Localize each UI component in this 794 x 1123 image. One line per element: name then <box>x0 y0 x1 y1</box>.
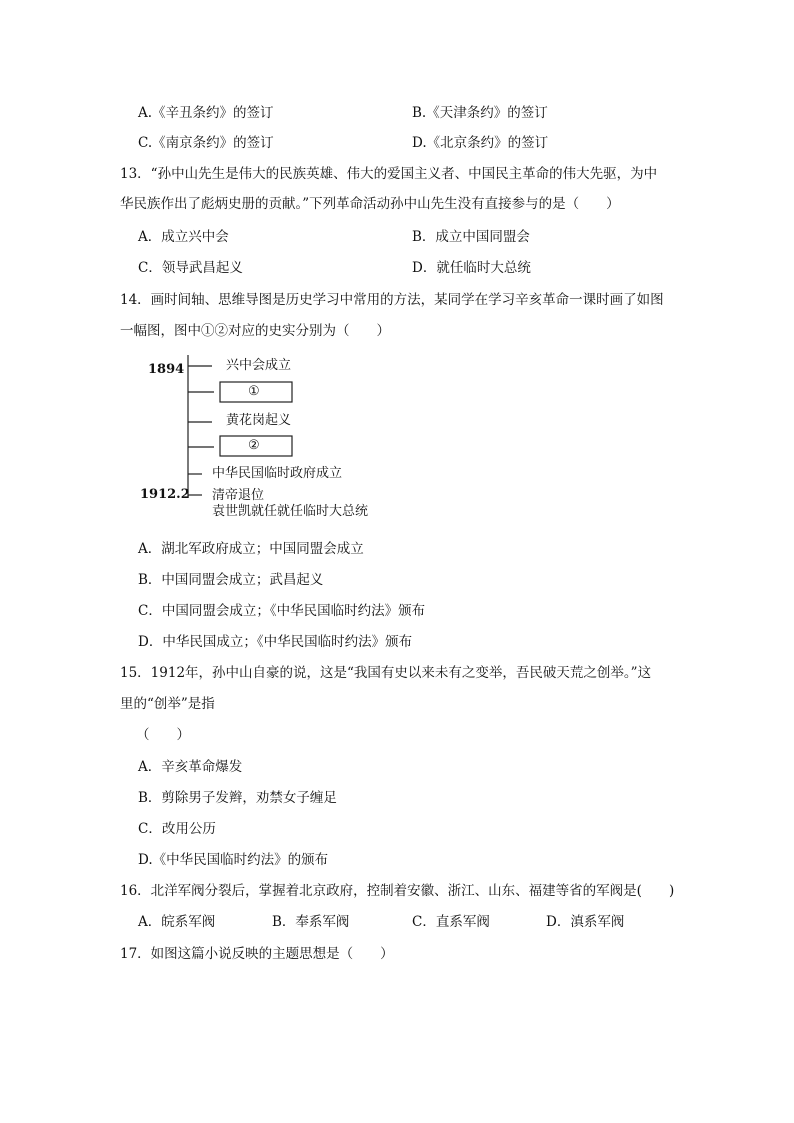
q13-option-d: D．就任临时大总统 <box>412 260 531 276</box>
q13-stem-line2: 华民族作出了彪炳史册的贡献。”下列革命活动孙中山先生没有直接参与的是（ ） <box>120 196 620 212</box>
q13-option-b: B．成立中国同盟会 <box>412 229 530 245</box>
q16-option-b: B．奉系军阀 <box>272 914 350 930</box>
box2-label: ② <box>248 438 260 453</box>
year-end: 1912.2 <box>140 487 190 502</box>
q14-option-b: B．中国同盟会成立；武昌起义 <box>138 572 324 588</box>
q12-option-b: B.《天津条约》的签订 <box>412 105 548 121</box>
q15-option-b: B．剪除男子发辫，劝禁女子缠足 <box>138 790 337 806</box>
q13-option-c: C．领导武昌起义 <box>138 260 243 276</box>
event-provisional-government: 中华民国临时政府成立 <box>212 466 343 481</box>
q14-option-c: C．中国同盟会成立；《中华民国临时约法》颁布 <box>138 603 426 619</box>
q16-option-a: A．皖系军阀 <box>138 914 216 930</box>
year-start: 1894 <box>148 362 185 377</box>
q14-option-d: D．中华民国成立；《中华民国临时约法》颁布 <box>138 634 413 650</box>
q15-stem-line3: （ ） <box>136 727 190 743</box>
q15-option-a: A．辛亥革命爆发 <box>138 759 243 775</box>
q16-stem-line1: 16．北洋军阀分裂后，掌握着北京政府，控制着安徽、浙江、山东、福建等省的军阀是( ) <box>120 883 675 899</box>
q15-stem-line2: 里的“创举”是指 <box>120 696 215 712</box>
q13-option-a: A．成立兴中会 <box>138 229 229 245</box>
q13-stem-line1: 13．“孙中山先生是伟大的民族英雄、伟大的爱国主义者、中国民主革命的伟大先驱，为中 <box>120 166 658 182</box>
q15-stem-line1: 15．1912年，孙中山自豪的说，这是“我国有史以来未有之变举，吾民破天荒之创举。”这 <box>120 665 652 681</box>
timeline-lines <box>140 350 440 530</box>
q12-option-d: D.《北京条约》的签订 <box>412 135 549 151</box>
q17-stem-line1: 17．如图这篇小说反映的主题思想是（ ） <box>120 946 394 962</box>
q16-option-d: D．滇系军阀 <box>546 914 625 930</box>
event-qing-abdication: 清帝退位 <box>212 488 265 503</box>
event-xingzhonghui: 兴中会成立 <box>226 358 292 373</box>
box1-label: ① <box>248 384 260 399</box>
q16-option-c: C．直系军阀 <box>412 914 490 930</box>
q14-stem-line2: 一幅图，图中①②对应的史实分别为（ ） <box>120 323 390 339</box>
q14-option-a: A．湖北军政府成立；中国同盟会成立 <box>138 541 364 557</box>
timeline-diagram <box>140 350 440 530</box>
q15-option-d: D.《中华民国临时约法》的颁布 <box>138 852 329 868</box>
q12-option-c: C.《南京条约》的签订 <box>138 135 274 151</box>
q15-option-c: C．改用公历 <box>138 821 216 837</box>
q14-stem-line1: 14．画时间轴、思维导图是历史学习中常用的方法，某同学在学习辛亥革命一课时画了如图 <box>120 292 664 308</box>
event-huanghuagang: 黄花岗起义 <box>226 413 292 428</box>
q12-option-a: A.《辛丑条约》的签订 <box>138 105 274 121</box>
event-yuan-shikai: 袁世凯就任就任临时大总统 <box>212 504 369 519</box>
